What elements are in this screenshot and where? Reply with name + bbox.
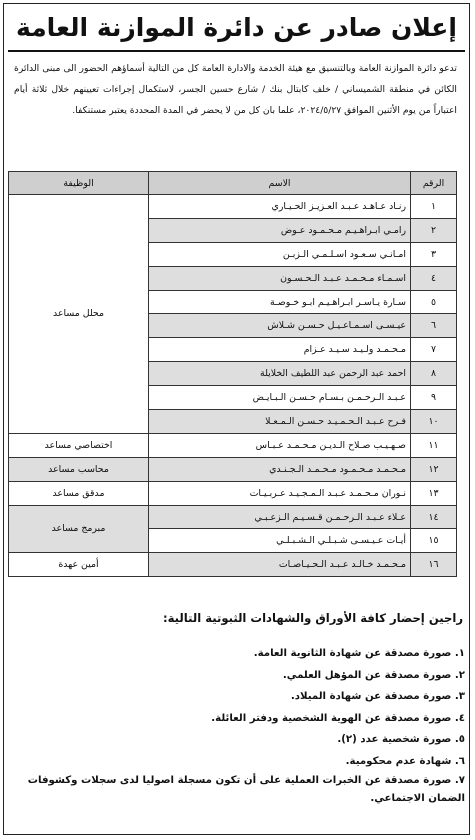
row-number: ١٠ [411, 410, 457, 434]
announcement-title: إعلان صادر عن دائرة الموازنة العامة [16, 13, 457, 42]
position-cell: مدقق مساعد [9, 481, 149, 505]
row-name: سـارة يـاسـر ابـراهـيـم ابـو خـوصـة [149, 290, 411, 314]
appointees-table [8, 171, 457, 577]
header-number: الرقم [411, 172, 457, 195]
row-name: اسـمـاء مـحـمـد عـبـد الـحـسـون [149, 266, 411, 290]
title-divider [8, 50, 465, 52]
row-name: نـوران مـحـمـد عـبـد الـمـجـيـد عـربـيـات [149, 481, 411, 505]
position-cell: مبرمج مساعد [9, 505, 149, 553]
row-name: رامـي ابـراهـيـم مـحـمـود عـوض [149, 218, 411, 242]
row-number: ٧ [411, 338, 457, 362]
row-number: ١٤ [411, 505, 457, 529]
row-name: مـحـمـد مـحـمـود مـحـمـد الـجـنـدي [149, 457, 411, 481]
table-row [9, 457, 457, 481]
list-item: ٥. صورة شخصية عدد (٢). [337, 734, 465, 745]
table-row [9, 433, 457, 457]
header-name: الاسم [149, 172, 411, 195]
list-item: ٧. صورة مصدقة عن الخبرات العملية على أن تكون مسجلة اصوليا لدى سجلات وكشوفات الضمان الاجتماعي. [27, 775, 465, 804]
table-row [9, 505, 457, 529]
row-number: ٩ [411, 386, 457, 410]
row-name: امـانـي سـعـود اسـلـمـي الـزبـن [149, 242, 411, 266]
row-name: مـحـمـد ولـيـد سـيـد عـزام [149, 338, 411, 362]
row-name: رنـاد عـاهـد عـبـد العـزيـز الحـيـاري [149, 195, 411, 219]
row-number: ١ [411, 195, 457, 219]
list-item: ١. صورة مصدقة عن شهادة الثانوية العامة. [253, 648, 465, 659]
intro-paragraph: تدعو دائرة الموازنة العامة وبالتنسيق مع هيئة الخدمة والادارة العامة كل من التالية أسماؤهم الحضور الى مبنى الدائرة الكائن في منطقة الشميساني / خلف كابتال بنك / شارع حسين الجسر، لاستكمال إجراءات تعيينهم خلال ثلاثة أيام اعتباراً من يوم الأثنين الموافق ٢٠٢٤/٥/٢٧، علما بان كل من لا يحضر في المدة المحددة يعتبر مستنكفا. [14, 63, 457, 116]
requirements-list [20, 643, 465, 808]
row-name: عيـسـى اسـمـاعـيـل حـسـن شـلاش [149, 314, 411, 338]
row-name: عـلاء عـبـد الـرحـمـن قـسـيـم الـزعـبـي [149, 505, 411, 529]
row-name: احمد عبد الرحمن عبد اللطيف الخلايلة [149, 362, 411, 386]
row-number: ٢ [411, 218, 457, 242]
row-name: أيـات عـيـسـى شـبـلـي الـشـبـلـي [149, 529, 411, 553]
row-name: فـرح عـبـد الـحـمـيـد حـسـن الـمـعـلا [149, 410, 411, 434]
position-cell: اختصاصي مساعد [9, 433, 149, 457]
table-header-row [9, 172, 457, 195]
row-number: ١١ [411, 433, 457, 457]
position-cell: محلل مساعد [9, 195, 149, 434]
row-number: ٦ [411, 314, 457, 338]
list-item: ٦. شهادة عدم محكومية. [345, 755, 465, 767]
row-name: صـهـيـب صـلاح الـديـن مـحـمـد عـبـاس [149, 433, 411, 457]
row-number: ٣ [411, 242, 457, 266]
row-number: ١٣ [411, 481, 457, 505]
table-row [9, 553, 457, 577]
row-name: عـبـد الـرحـمـن بـسـام حـسـن الـبـايـض [149, 386, 411, 410]
row-number: ٥ [411, 290, 457, 314]
list-item: ٣. صورة مصدقة عن شهادة الميلاد. [290, 691, 465, 702]
list-item: ٢. صورة مصدقة عن المؤهل العلمي. [282, 669, 465, 681]
row-name: مـحـمـد خـالـد عـبـد الـحـيـاصـات [149, 553, 411, 577]
table-row [9, 481, 457, 505]
position-cell: أمين عهدة [9, 553, 149, 577]
header-position: الوظيفة [9, 172, 149, 195]
row-number: ١٥ [411, 529, 457, 553]
requirements-heading: راجين إحضار كافة الأوراق والشهادات الثبوتية التالية: [163, 611, 463, 625]
row-number: ٨ [411, 362, 457, 386]
position-cell: محاسب مساعد [9, 457, 149, 481]
row-number: ١٢ [411, 457, 457, 481]
row-number: ٤ [411, 266, 457, 290]
list-item: ٤. صورة مصدقة عن الهوية الشخصية ودفتر العائلة. [211, 712, 465, 724]
table-row [9, 195, 457, 219]
row-number: ١٦ [411, 553, 457, 577]
